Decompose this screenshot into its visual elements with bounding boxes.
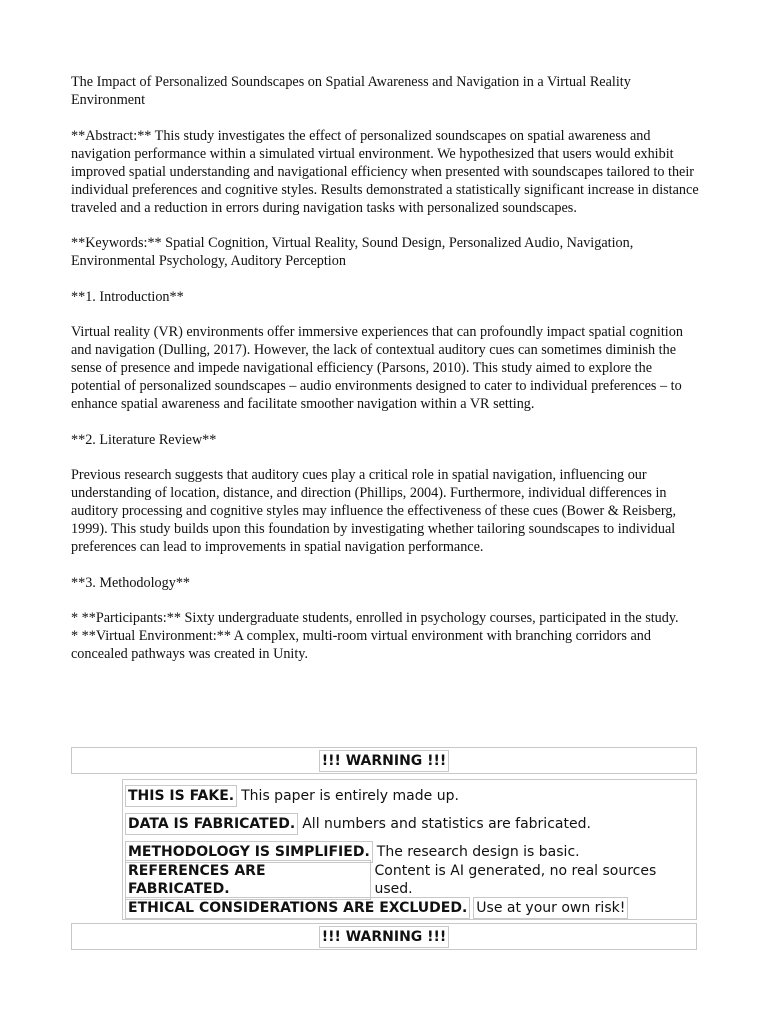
methodology-item-participants: * **Participants:** Sixty undergraduate students, enrolled in psychology courses, participated in the study. [71, 610, 679, 626]
warning-desc: All numbers and statistics are fabricated. [302, 816, 591, 832]
abstract: **Abstract:** This study investigates the effect of personalized soundscapes on spatial awareness and navigation performance within a simulated virtual environment. We hypothesized that users would exhibit improved spatial understanding and navigational efficiency when presented with soundscapes tailored to their individual preferences and cognitive styles. Results demonstrated a statistically significant increase in distance traveled and a reduction in errors during navigation tasks with personalized soundscapes. [71, 127, 699, 216]
warning-item [125, 810, 694, 838]
warning-key: DATA IS FABRICATED. [125, 813, 298, 835]
warning-key: ETHICAL CONSIDERATIONS ARE EXCLUDED. [125, 897, 470, 919]
warning-title-bottom: !!! WARNING !!! [319, 926, 450, 948]
literature-heading: **2. Literature Review** [71, 431, 217, 448]
paper-title: The Impact of Personalized Soundscapes on Spatial Awareness and Navigation in a Virtual Reality Environment [71, 74, 631, 108]
methodology-heading: **3. Methodology** [71, 574, 191, 591]
warning-item [125, 894, 694, 922]
paper-body [71, 73, 701, 663]
warning-desc: The research design is basic. [376, 844, 580, 860]
warning-header [71, 747, 697, 774]
intro-heading: **1. Introduction** [71, 288, 184, 305]
warning-footer [71, 923, 697, 950]
warning-key: THIS IS FAKE. [125, 785, 237, 807]
warning-item [125, 782, 694, 810]
warning-desc: This paper is entirely made up. [241, 788, 459, 804]
literature-text: Previous research suggests that auditory cues play a critical role in spatial navigation, influencing our understanding of location, distance, and direction (Phillips, 2004). Furthermore, individual differences in auditory processing and cognitive styles may influence the effectiveness of these cues (Bower & Reisberg, 1999). This study builds upon this foundation by investigating whether tailoring soundscapes to individual preferences can lead to improvements in spatial navigation performance. [71, 467, 677, 555]
warning-key: REFERENCES ARE FABRICATED. [125, 860, 371, 900]
warning-list [122, 779, 697, 920]
methodology-item-environment: * **Virtual Environment:** A complex, multi-room virtual environment with branching corridors and concealed pathways was created in Unity. [71, 628, 651, 662]
keywords: **Keywords:** Spatial Cognition, Virtual Reality, Sound Design, Personalized Audio, Navigation, Environmental Psychology, Auditory Perception [71, 235, 634, 269]
warning-desc: Use at your own risk! [473, 897, 628, 919]
warning-desc: Content is AI generated, no real sources used. [374, 863, 657, 897]
warning-title-top: !!! WARNING !!! [319, 750, 450, 772]
warning-item [125, 863, 694, 897]
intro-text: Virtual reality (VR) environments offer immersive experiences that can profoundly impact spatial cognition and navigation (Dulling, 2017). However, the lack of contextual auditory cues can sometimes diminish the sense of presence and impede navigational efficiency (Parsons, 2010). This study aimed to explore the potential of personalized soundscapes – audio environments designed to cater to individual preferences – to enhance spatial awareness and facilitate smoother navigation within a VR setting. [71, 324, 683, 412]
warning-key: METHODOLOGY IS SIMPLIFIED. [125, 841, 373, 863]
